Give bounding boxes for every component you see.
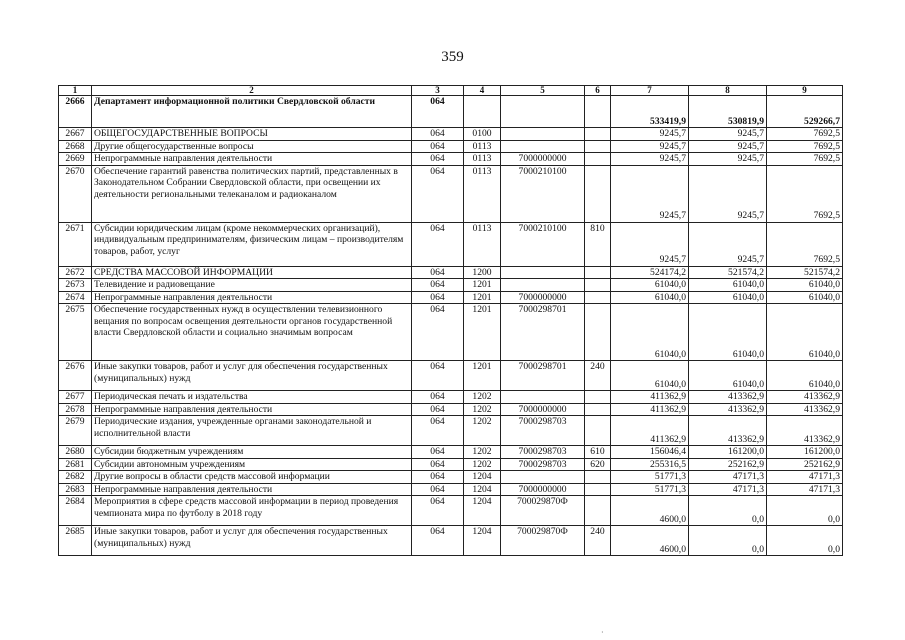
table-row [59,458,843,471]
admin-code: 064 [412,416,464,446]
amount-col8: 9245,7 [689,153,767,166]
row-number: 2683 [59,483,92,496]
amount-col7: 411362,9 [611,416,689,446]
amount-col7: 51771,3 [611,483,689,496]
expense-type-code [585,391,611,404]
admin-code: 064 [412,526,464,556]
admin-code: 064 [412,483,464,496]
row-name: Непрограммные направления деятельности [92,403,412,416]
section-code [464,96,501,128]
section-code: 1201 [464,279,501,292]
amount-col9: 521574,2 [767,266,843,279]
amount-col8: 252162,9 [689,458,767,471]
amount-col8: 47171,3 [689,483,767,496]
section-code: 1202 [464,458,501,471]
section-code: 1204 [464,526,501,556]
section-code: 1201 [464,291,501,304]
row-name: Департамент информационной политики Свердловской области [92,96,412,128]
amount-col8: 9245,7 [689,165,767,222]
table-row [59,391,843,404]
column-header: 6 [585,86,611,96]
column-header: 1 [59,86,92,96]
amount-col8: 0,0 [689,496,767,526]
section-code: 1204 [464,496,501,526]
amount-col7: 61040,0 [611,291,689,304]
amount-col7: 524174,2 [611,266,689,279]
admin-code: 064 [412,128,464,141]
amount-col7: 9245,7 [611,222,689,266]
amount-col9: 61040,0 [767,279,843,292]
row-name: Периодическая печать и издательства [92,391,412,404]
budget-table [58,85,843,556]
amount-col7: 61040,0 [611,361,689,391]
amount-col7: 51771,3 [611,471,689,484]
row-name: Иные закупки товаров, работ и услуг для обеспечения государственных (муниципальных) нужд [92,526,412,556]
target-article-code: 7000298703 [501,446,585,459]
section-code: 1202 [464,416,501,446]
row-number: 2681 [59,458,92,471]
column-header: 3 [412,86,464,96]
expense-type-code: 240 [585,361,611,391]
table-body [59,96,843,556]
amount-col7: 61040,0 [611,279,689,292]
target-article-code: 7000298701 [501,304,585,361]
expense-type-code [585,471,611,484]
section-code: 1204 [464,483,501,496]
amount-col9: 61040,0 [767,304,843,361]
row-number: 2680 [59,446,92,459]
amount-col8: 47171,3 [689,471,767,484]
admin-code: 064 [412,279,464,292]
expense-type-code [585,483,611,496]
section-code: 0113 [464,140,501,153]
amount-col8: 61040,0 [689,304,767,361]
admin-code: 064 [412,361,464,391]
row-number: 2669 [59,153,92,166]
target-article-code: 7000298703 [501,458,585,471]
target-article-code: 7000210100 [501,222,585,266]
expense-type-code [585,266,611,279]
expense-type-code [585,128,611,141]
target-article-code: 7000298703 [501,416,585,446]
target-article-code [501,266,585,279]
column-header: 7 [611,86,689,96]
row-name: Субсидии бюджетным учреждениям [92,446,412,459]
amount-col8: 413362,9 [689,416,767,446]
amount-col9: 7692,5 [767,222,843,266]
target-article-code [501,96,585,128]
section-code: 1200 [464,266,501,279]
amount-col7: 9245,7 [611,165,689,222]
target-article-code [501,140,585,153]
amount-col8: 9245,7 [689,128,767,141]
admin-code: 064 [412,153,464,166]
target-article-code: 7000000000 [501,403,585,416]
expense-type-code: 620 [585,458,611,471]
table-row [59,96,843,128]
amount-col9: 413362,9 [767,391,843,404]
amount-col8: 61040,0 [689,291,767,304]
table-row [59,291,843,304]
amount-col8: 9245,7 [689,222,767,266]
row-number: 2672 [59,266,92,279]
scan-mark: · [601,628,604,637]
column-header: 8 [689,86,767,96]
target-article-code: 7000298701 [501,361,585,391]
table-row [59,526,843,556]
column-header: 9 [767,86,843,96]
amount-col7: 4600,0 [611,496,689,526]
expense-type-code [585,279,611,292]
row-number: 2675 [59,304,92,361]
admin-code: 064 [412,222,464,266]
page-number: 359 [441,49,464,65]
amount-col7: 255316,5 [611,458,689,471]
admin-code: 064 [412,471,464,484]
admin-code: 064 [412,391,464,404]
expense-type-code: 610 [585,446,611,459]
column-header: 4 [464,86,501,96]
section-code: 0113 [464,165,501,222]
row-name: Другие вопросы в области средств массовой информации [92,471,412,484]
admin-code: 064 [412,165,464,222]
row-number: 2679 [59,416,92,446]
amount-col9: 7692,5 [767,128,843,141]
table-row [59,153,843,166]
admin-code: 064 [412,496,464,526]
section-code: 0100 [464,128,501,141]
target-article-code: 7000000000 [501,153,585,166]
table-row [59,496,843,526]
target-article-code: 7000210100 [501,165,585,222]
section-code: 1202 [464,446,501,459]
row-name: Субсидии юридическим лицам (кроме некоммерческих организаций), индивидуальным предпринимателям, физическим лицам – производителям товаров, работ, услуг [92,222,412,266]
row-name: Обеспечение государственных нужд в осуществлении телевизионного вещания по вопросам освещения деятельности органов государственной власти Свердловской области и социально значимым вопросам [92,304,412,361]
expense-type-code [585,416,611,446]
row-number: 2677 [59,391,92,404]
amount-col7: 61040,0 [611,304,689,361]
amount-col8: 530819,9 [689,96,767,128]
target-article-code: 700029870Ф [501,526,585,556]
row-name: Непрограммные направления деятельности [92,483,412,496]
table-row [59,266,843,279]
table-row [59,403,843,416]
amount-col8: 61040,0 [689,279,767,292]
amount-col8: 161200,0 [689,446,767,459]
target-article-code [501,128,585,141]
amount-col9: 7692,5 [767,140,843,153]
amount-col9: 61040,0 [767,361,843,391]
row-number: 2670 [59,165,92,222]
row-number: 2667 [59,128,92,141]
row-number: 2673 [59,279,92,292]
amount-col8: 0,0 [689,526,767,556]
section-code: 1202 [464,403,501,416]
row-number: 2682 [59,471,92,484]
expense-type-code [585,165,611,222]
amount-col9: 7692,5 [767,165,843,222]
admin-code: 064 [412,291,464,304]
amount-col7: 9245,7 [611,140,689,153]
section-code: 0113 [464,153,501,166]
amount-col7: 411362,9 [611,403,689,416]
amount-col7: 9245,7 [611,128,689,141]
row-number: 2668 [59,140,92,153]
table-row [59,140,843,153]
amount-col9: 413362,9 [767,403,843,416]
expense-type-code [585,496,611,526]
target-article-code [501,471,585,484]
amount-col7: 411362,9 [611,391,689,404]
amount-col9: 413362,9 [767,416,843,446]
amount-col8: 521574,2 [689,266,767,279]
target-article-code: 700029870Ф [501,496,585,526]
admin-code: 064 [412,140,464,153]
row-number: 2671 [59,222,92,266]
amount-col7: 4600,0 [611,526,689,556]
target-article-code: 7000000000 [501,291,585,304]
row-number: 2676 [59,361,92,391]
row-name: Непрограммные направления деятельности [92,153,412,166]
amount-col9: 161200,0 [767,446,843,459]
amount-col9: 529266,7 [767,96,843,128]
row-number: 2684 [59,496,92,526]
amount-col7: 533419,9 [611,96,689,128]
admin-code: 064 [412,458,464,471]
row-number: 2674 [59,291,92,304]
table-row [59,128,843,141]
table-header-row [59,86,843,96]
row-name: ОБЩЕГОСУДАРСТВЕННЫЕ ВОПРОСЫ [92,128,412,141]
amount-col9: 61040,0 [767,291,843,304]
amount-col8: 413362,9 [689,403,767,416]
section-code: 1204 [464,471,501,484]
amount-col7: 9245,7 [611,153,689,166]
row-name: Субсидии автономным учреждениям [92,458,412,471]
row-number: 2685 [59,526,92,556]
amount-col8: 413362,9 [689,391,767,404]
amount-col9: 7692,5 [767,153,843,166]
amount-col9: 0,0 [767,526,843,556]
row-name: СРЕДСТВА МАССОВОЙ ИНФОРМАЦИИ [92,266,412,279]
admin-code: 064 [412,304,464,361]
table-row [59,471,843,484]
section-code: 1201 [464,361,501,391]
section-code: 1201 [464,304,501,361]
expense-type-code [585,140,611,153]
expense-type-code: 810 [585,222,611,266]
row-name: Непрограммные направления деятельности [92,291,412,304]
admin-code: 064 [412,403,464,416]
table-row [59,279,843,292]
target-article-code: 7000000000 [501,483,585,496]
table-row [59,304,843,361]
row-name: Иные закупки товаров, работ и услуг для обеспечения государственных (муниципальных) нужд [92,361,412,391]
row-name: Мероприятия в сфере средств массовой информации в период проведения чемпионата мира по футболу в 2018 году [92,496,412,526]
table-row [59,483,843,496]
expense-type-code [585,291,611,304]
amount-col9: 47171,3 [767,483,843,496]
admin-code: 064 [412,446,464,459]
amount-col9: 47171,3 [767,471,843,484]
row-name: Другие общегосударственные вопросы [92,140,412,153]
amount-col8: 9245,7 [689,140,767,153]
table-row [59,165,843,222]
table-row [59,222,843,266]
row-number: 2678 [59,403,92,416]
amount-col7: 156046,4 [611,446,689,459]
amount-col8: 61040,0 [689,361,767,391]
column-header: 2 [92,86,412,96]
target-article-code [501,391,585,404]
table-row [59,416,843,446]
section-code: 0113 [464,222,501,266]
column-header: 5 [501,86,585,96]
expense-type-code: 240 [585,526,611,556]
row-name: Периодические издания, учрежденные органами законодательной и исполнительной власти [92,416,412,446]
section-code: 1202 [464,391,501,404]
admin-code: 064 [412,266,464,279]
expense-type-code [585,304,611,361]
table-row [59,446,843,459]
amount-col9: 0,0 [767,496,843,526]
row-name: Обеспечение гарантий равенства политических партий, представленных в Законодательном Собрании Свердловской области, при освещении их деятельности региональными телеканалом и радиоканалом [92,165,412,222]
expense-type-code [585,153,611,166]
expense-type-code [585,403,611,416]
table-row [59,361,843,391]
amount-col9: 252162,9 [767,458,843,471]
target-article-code [501,279,585,292]
admin-code: 064 [412,96,464,128]
row-number: 2666 [59,96,92,128]
row-name: Телевидение и радиовещание [92,279,412,292]
expense-type-code [585,96,611,128]
